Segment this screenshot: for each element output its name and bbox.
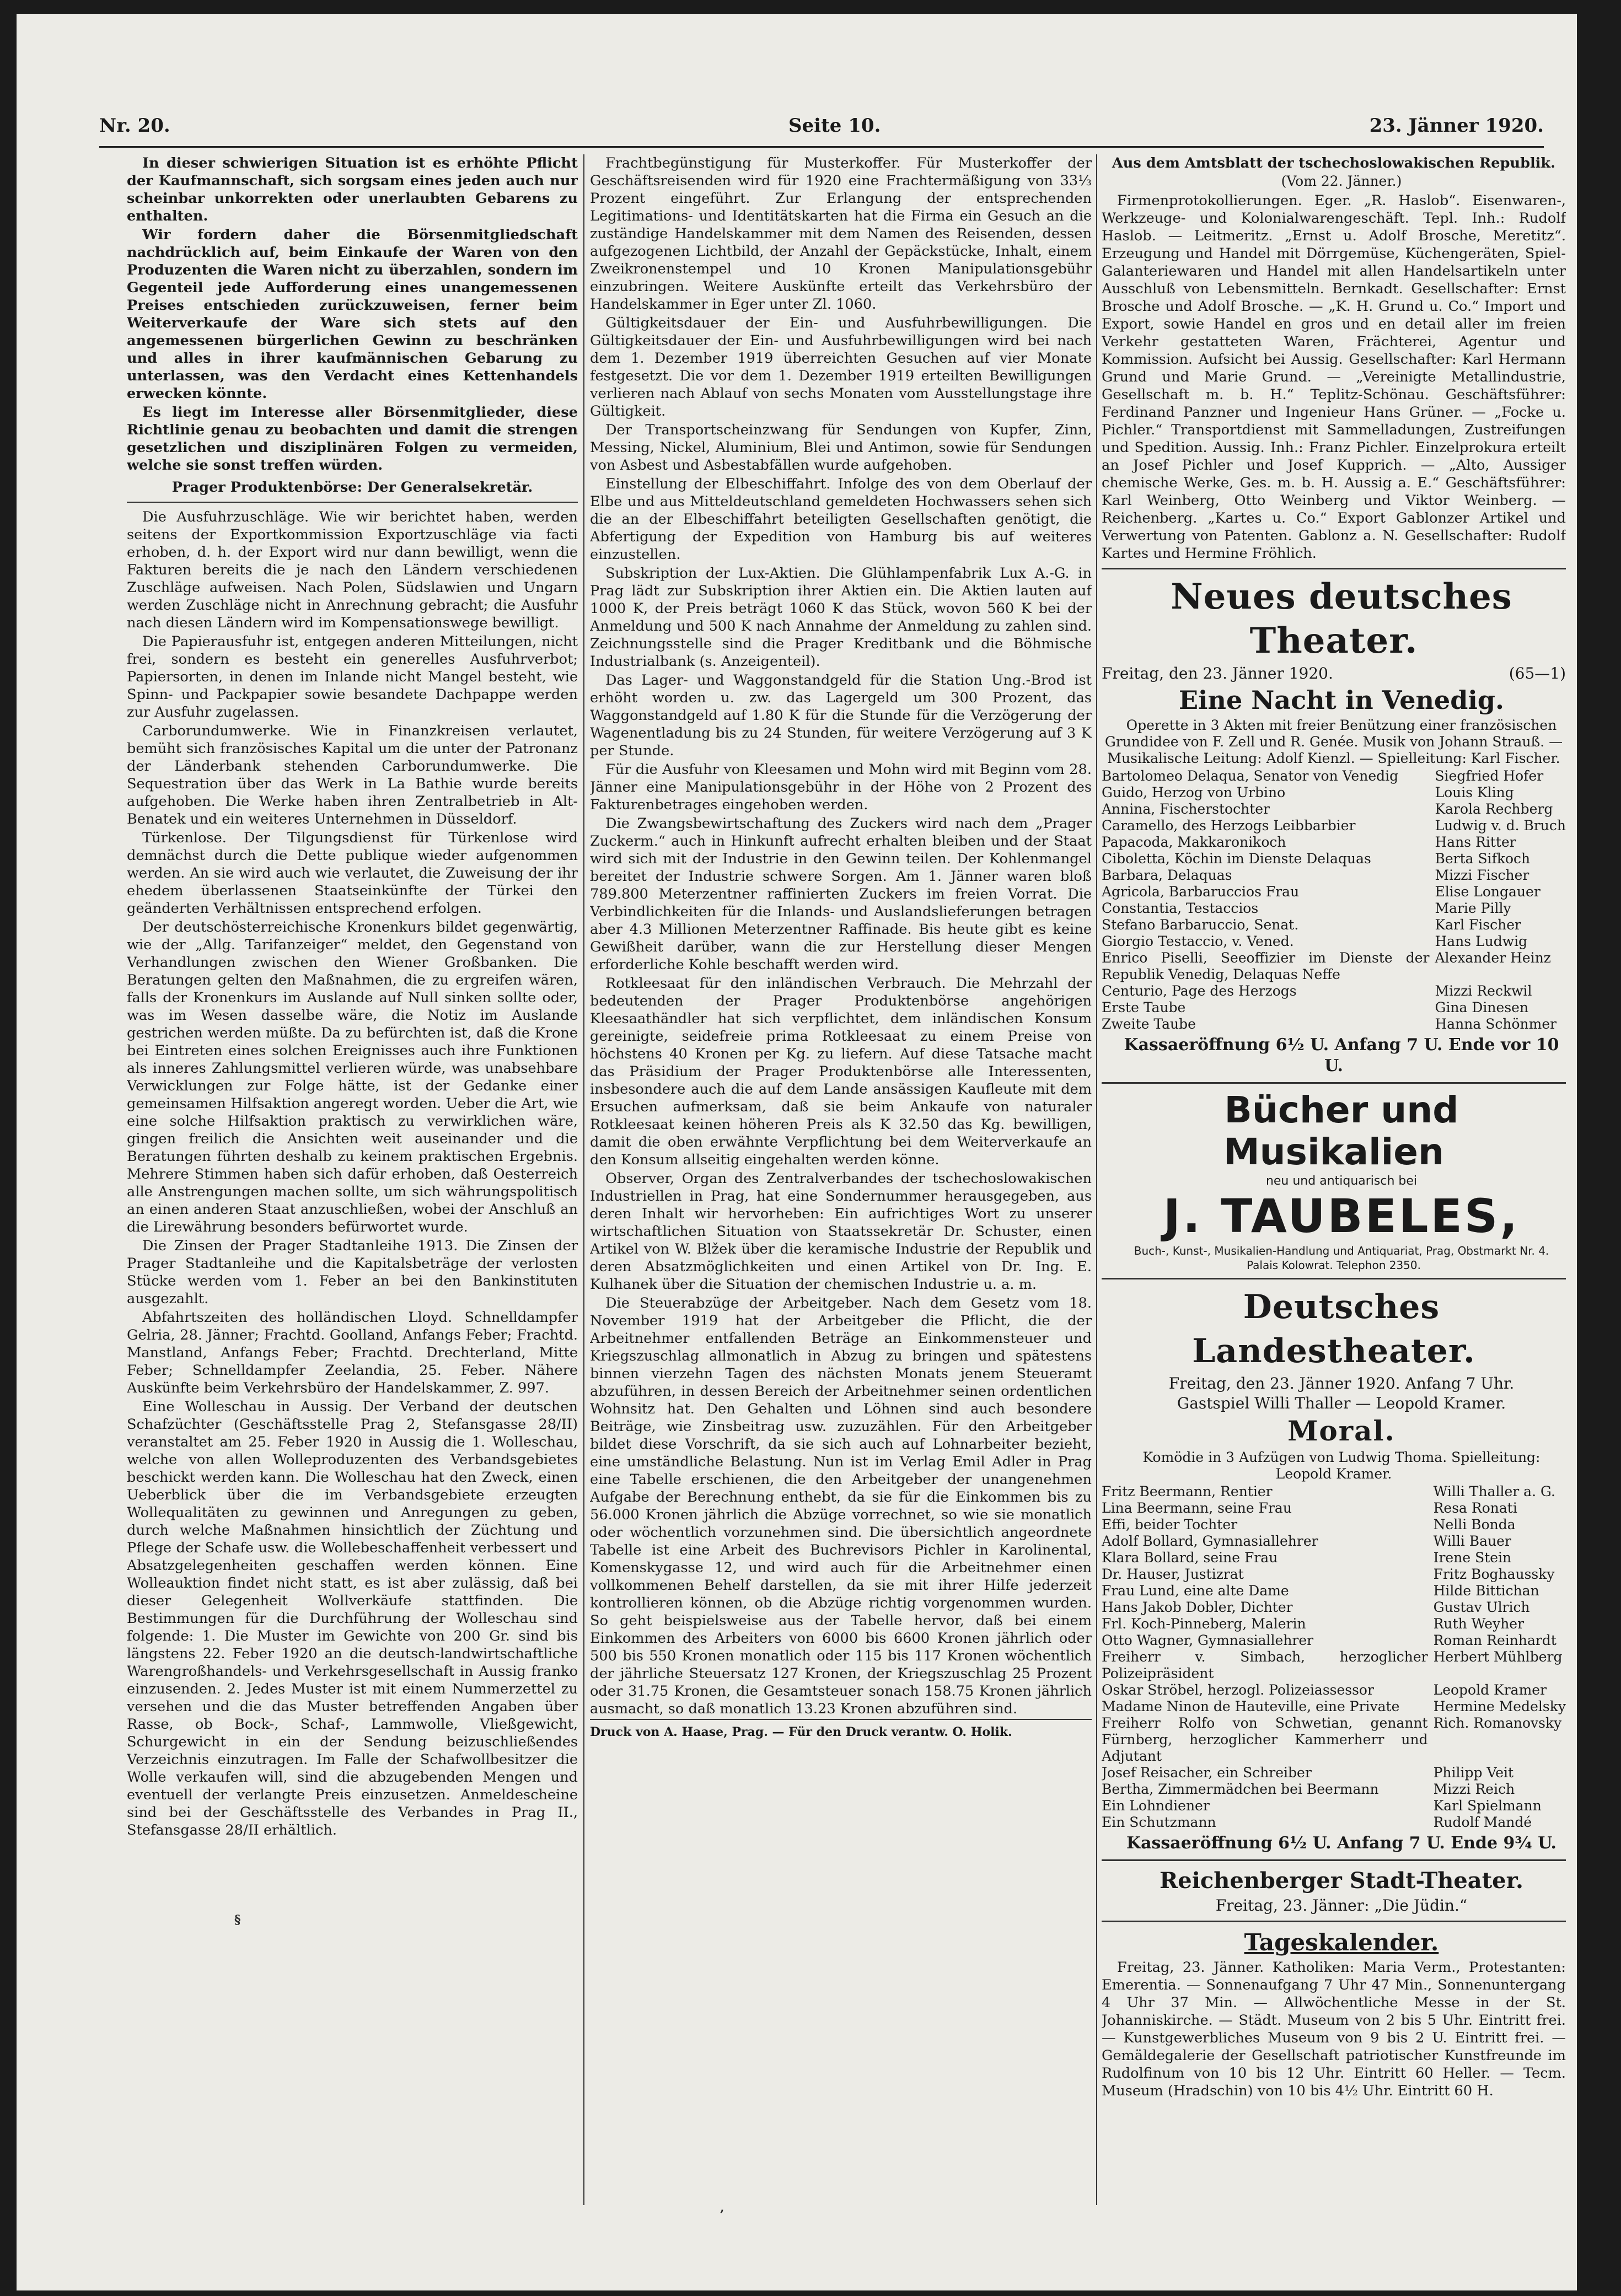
cast-row	[1102, 1814, 1566, 1831]
ad-dateline: Freitag, den 23. Jänner 1920. Anfang 7 Uhr.	[1168, 1374, 1515, 1392]
cast-row	[1102, 999, 1566, 1016]
cast-row	[1102, 1649, 1566, 1682]
cast-actor: Mizzi Fischer	[1435, 867, 1529, 883]
article-paragraph: Rotkleesaat für den inländischen Verbrauch. Die Mehrzahl der bedeutenden der Prager Produktenbörse angehörigen Kleesaathändler hat sich verpflichtet, dem inländischen Konsum gereinigte, seidefreie prima Rotkleesaat zu einem Preise von höchstens 40 Kronen per Kg. zu liefern. Auf diese Tatsache macht das Präsidium der Prager Produktenbörse alle Interessenten, insbesondere auch die auf dem Lande ansässigen Kaufleute mit dem Ersuchen aufmerksam, daß sie beim Ankaufe von naturaler Rotkleesaat keinen höheren Preis als K 32.50 das Kg. bewilligen, damit die oben erwähnte Verpflichtung bei dem Weiterverkaufe an den Konsum allseitig eingehalten werden könne.	[590, 975, 1092, 1168]
cast-row	[1102, 1632, 1566, 1649]
cast-role: Erste Taube	[1102, 999, 1186, 1015]
cast-actor: Elise Longauer	[1435, 884, 1541, 900]
cast-actor: Mizzi Reckwil	[1435, 983, 1532, 999]
cast-row	[1102, 1016, 1566, 1033]
article-paragraph: Subskription der Lux-Aktien. Die Glühlampenfabrik Lux A.-G. in Prag lädt zur Subskription ihrer Aktien ein. Die Aktien lauten auf 1000 K, der Preis beträgt 1060 K das Stück, wovon 560 K bei der Anmeldung und 500 K nach Annahme der Anmeldung zu zahlen sind. Zeichnungsstelle sind die Prager Kreditbank und die Böhmische Industrialbank (s. Anzeigenteil).	[590, 565, 1092, 670]
cast-role: Stefano Barbaruccio, Senat.	[1102, 917, 1299, 933]
column-2	[590, 154, 1092, 2205]
cast-role: Freiherr v. Simbach, herzoglicher Polizeipräsident	[1102, 1649, 1428, 1681]
cast-row	[1102, 1765, 1566, 1781]
ad-title: Reichenberger Stadt-Theater.	[1160, 1868, 1523, 1894]
cast-role: Zweite Taube	[1102, 1016, 1196, 1032]
cast-actor: Willi Thaller a. G.	[1433, 1483, 1555, 1499]
cast-role: Fritz Beermann, Rentier	[1102, 1483, 1273, 1499]
cast-role: Giorgio Testaccio, v. Vened.	[1102, 933, 1294, 949]
ad-rule	[1102, 1082, 1566, 1084]
cast-row	[1102, 933, 1566, 950]
article-paragraph: Eine Wolleschau in Aussig. Der Verband der deutschen Schafzüchter (Geschäftsstelle Prag 2, Stefansgasse 28/II) veranstaltet am 25. Feber 1920 in Aussig die 1. Wolleschau, welche von allen Wolleproduzenten des Verbandsgebietes beschickt werden kann. Die Wolleschau hat den Zweck, einen Ueberblick über die im Verbandsgebiete erzeugten Wollequalitäten zu gewinnen und Anregungen zu geben, durch welche Maßnahmen hinsichtlich der Züchtung und Pflege der Schafe usw. die Wollebeschaffenheit verbessert und Absatzgelegenheiten geschaffen werden können. Eine Wolleauktion findet nicht statt, es ist aber zulässig, daß bei dieser Gelegenheit Wollverkäufe stattfinden. Die Bestimmungen für die Durchführung der Wolleschau sind folgende: 1. Die Muster im Gewichte von 200 Gr. sind bis längstens 22. Feber 1920 an die deutsch-landwirtschaftliche Warengroßhandels- und Verkehrsgesellschaft in Aussig franko einzusenden. 2. Jedes Muster ist mit einem Nummerzettel zu versehen und die das Muster betreffenden Angaben über Rasse, ob Bock-, Schaf-, Lammwolle, Vließgewicht, Schurgewicht in ein der Sendung beizuschließendes Verzeichnis einzutragen. Im Falle der Schafwollbesitzer die Wolle verkaufen will, sind die abzugebenden Mengen und eventuell der verlangte Preis einzusetzen. Anmeldescheine sind bei der Geschäftsstelle des Verbandes in Prag II., Stefansgasse 28/II erhältlich.	[127, 1399, 578, 1838]
cast-role: Guido, Herzog von Urbino	[1102, 784, 1286, 800]
ad-play-title: Eine Nacht in Venedig.	[1178, 685, 1505, 715]
cast-actor: Fritz Boghaussky	[1433, 1566, 1555, 1582]
section-rule	[127, 502, 578, 503]
cast-row	[1102, 1698, 1566, 1715]
cast-row	[1102, 867, 1566, 884]
amtsblatt-title: Aus dem Amtsblatt der tschechoslowakischen Republik.	[1112, 155, 1556, 171]
music-shop-ad	[1102, 1089, 1566, 1272]
article-paragraph: Es liegt im Interesse aller Börsenmitglieder, diese Richtlinie genau zu beobachten und damit die strengen gesetzlichen und disziplinären Folgen zu vermeiden, welche sie sonst treffen würden.	[127, 404, 578, 474]
cast-role: Frau Lund, eine alte Dame	[1102, 1583, 1289, 1599]
cast-actor: Herbert Mühlberg	[1433, 1649, 1563, 1665]
music-ad-subline: neu und antiquarisch bei	[1265, 1174, 1418, 1188]
cast-list	[1102, 768, 1566, 1033]
music-ad-address: Buch-, Kunst-, Musikalien-Handlung und Antiquariat, Prag, Obstmarkt Nr. 4. Palais Kolowrat. Telephon 2350.	[1134, 1244, 1549, 1272]
cast-row	[1102, 1616, 1566, 1632]
cast-actor: Nelli Bonda	[1433, 1517, 1516, 1533]
deutsches-landestheater-ad	[1102, 1285, 1566, 1854]
cast-role: Adolf Bollard, Gymnasiallehrer	[1102, 1533, 1318, 1549]
article-paragraph: Frachtbegünstigung für Musterkoffer. Für Musterkoffer der Geschäftsreisenden wird für 1920 eine Frachtermäßigung von 33⅓ Prozent eingeführt. Zur Erlangung der entsprechenden Legitimations- und Identitätskarten hat die Firma ein Gesuch an die zuständige Handelskammer mit dem Namen des Reisenden, dessen aufgezogenen Lichtbild, der Anzahl der Gepäckstücke, Inhalt, einem Zweikronenstempel und 10 Kronen Manipulationsgebühr einzubringen. Weitere Auskünfte erteilt das Verkehrsbüro der Handelskammer in Eger unter Zl. 1060.	[590, 155, 1092, 313]
cast-role: Dr. Hauser, Justizrat	[1102, 1566, 1244, 1582]
cast-row	[1102, 950, 1566, 983]
cast-role: Papacoda, Makkaronikoch	[1102, 834, 1286, 850]
article-paragraph: Die Zwangsbewirtschaftung des Zuckers wird nach dem „Prager Zuckerm.“ auch in Hinkunft aufrecht erhalten bleiben und der Staat wird sich mit der Industrie in den Gewinn teilen. Der Kohlenmangel bereitet der Industrie schwere Sorgen. Am 1. Jänner waren bloß 789.800 Meterzentner raffinierten Zuckers im freien Vorrat. Die Verbindlichkeiten für die Inlands- und Auslandslieferungen betragen aber 4.3 Millionen Meterzentner Raffinade. Bis heute gibt es keine Gewißheit darüber, wann die zur Herstellung dieser Mengen erforderliche Kohle beschafft werden wird.	[590, 815, 1092, 973]
ad-dateline	[1102, 664, 1566, 683]
cast-role: Centurio, Page des Herzogs	[1102, 983, 1297, 999]
ad-rule	[1102, 1859, 1566, 1861]
page-number: Seite 10.	[788, 115, 881, 137]
cast-role: Bartolomeo Delaqua, Senator von Venedig	[1102, 768, 1399, 784]
cast-actor: Roman Reinhardt	[1433, 1632, 1556, 1648]
cast-actor: Mizzi Reich	[1433, 1781, 1515, 1797]
cast-list	[1102, 1483, 1566, 1831]
article-signature: Prager Produktenbörse: Der Generalsekretär.	[171, 479, 533, 496]
amtsblatt-text: Firmenprotokollierungen. Eger. „R. Haslob“. Eisenwaren-, Werkzeuge- und Kolonialwarengeschäft. Tepl. Inh.: Rudolf Haslob. — Leitmeritz. „Ernst u. Adolf Brosche, Meretitz“. Erzeugung und Handel mit Dörrgemüse, Küchengeräten, Spiel-Galanteriewaren und Handel mit allen Handelsartikeln unter Ausschluß von Lebensmitteln. Bernkadt. Gesellschafter: Ernst Brosche und Adolf Brosche. — „K. H. Grund u. Co.“ Import und Export, sowie Handel en gros und en detail aller im freien Verkehr gestatteten Waren, Frächterei, Agentur und Kommission. Aufsicht bei Aussig. Gesellschafter: Karl Hermann Grund und Marie Grund. — „Vereinigte Metallindustrie, Gesellschaft m. b. H.“ Teplitz-Schönau. Geschäftsführer: Ferdinand Panzner und Ingenieur Hans Grüner. — „Focke u. Pichler.“ Transportdienst mit Sammelladungen, Zustreifungen und Spedition. Aussig. Inh.: Franz Pichler. Einzelprokura erteilt an Josef Pichler und Josef Kupprich. — „Alto, Aussiger chemische Werke, Ges. m. b. H. Aussig a. E.“ Geschäftsführer: Karl Weinberg, Otto Weinberg und Viktor Weinberg. — Reichenberg. „Kartes u. Co.“ Export Gablonzer Artikel und Verwertung von Patenten. Gablonz a. N. Gesellschafter: Rudolf Kartes und Hermine Fröhlich.	[1102, 192, 1566, 562]
issue-number: Nr. 20.	[99, 115, 170, 137]
cast-role: Agricola, Barbaruccios Frau	[1102, 884, 1300, 900]
cast-row	[1102, 1715, 1566, 1765]
stray-mark: §	[234, 1913, 241, 1927]
cast-actor: Berta Sifkoch	[1435, 851, 1531, 867]
amtsblatt-date: (Vom 22. Jänner.)	[1281, 173, 1402, 189]
cast-role: Lina Beermann, seine Frau	[1102, 1500, 1292, 1516]
cast-actor: Hilde Bittichan	[1433, 1583, 1539, 1599]
cast-row	[1102, 1781, 1566, 1798]
cast-role: Oskar Ströbel, herzogl. Polizeiassessor	[1102, 1682, 1374, 1698]
ad-footer: Kassaeröffnung 6½ U. Anfang 7 U. Ende vor 10 U.	[1124, 1035, 1559, 1076]
cast-row	[1102, 801, 1566, 818]
neues-deutsches-theater-ad	[1102, 575, 1566, 1077]
cast-row	[1102, 1682, 1566, 1698]
article-paragraph: Einstellung der Elbeschiffahrt. Infolge des von dem Oberlauf der Elbe und aus Mitteldeutschland gemeldeten Hochwassers sehen sich die an der Elbeschiffahrt beteiligten Gesellschaften genötigt, die Abfertigung der Expedition von Hamburg bis auf weiteres einzustellen.	[590, 476, 1092, 563]
ad-dateline: Freitag, 23. Jänner: „Die Jüdin.“	[1215, 1896, 1468, 1915]
cast-role: Freiherr Rolfo von Schwetian, genannt Fürnberg, herzoglicher Kammerherr und Adjutant	[1102, 1715, 1428, 1764]
cast-row	[1102, 1517, 1566, 1533]
header-rule	[99, 146, 1544, 148]
ad-subtitle: Komödie in 3 Aufzügen von Ludwig Thoma. Spielleitung: Leopold Kramer.	[1142, 1449, 1541, 1482]
cast-row	[1102, 1798, 1566, 1814]
cast-actor: Hans Ritter	[1435, 834, 1516, 850]
cast-row	[1102, 834, 1566, 851]
cast-actor: Alexander Heinz	[1435, 950, 1551, 966]
ad-ref: (65—1)	[1509, 664, 1566, 682]
cast-actor: Willi Bauer	[1433, 1533, 1511, 1549]
cast-actor: Karl Fischer	[1435, 917, 1521, 933]
cast-row	[1102, 818, 1566, 834]
cast-row	[1102, 1583, 1566, 1599]
cast-row	[1102, 1533, 1566, 1550]
article-paragraph: Die Papierausfuhr ist, entgegen anderen Mitteilungen, nicht frei, sondern es besteht ein generelles Ausfuhrverbot; Papiersorten, in denen im Inlande nicht Mangel besteht, wie Spinn- und Packpapier sowie besandete Dachpappe werden zur Ausfuhr zugelassen.	[127, 633, 578, 720]
cast-row	[1102, 768, 1566, 784]
cast-role: Ciboletta, Köchin im Dienste Delaquas	[1102, 851, 1371, 867]
newspaper-page	[17, 14, 1577, 2290]
article-paragraph: Die Steuerabzüge der Arbeitgeber. Nach dem Gesetz vom 18. November 1919 hat der Arbeitgeber die Pflicht, die der Arbeitnehmer entfallenden Beträge an Einkommensteuer und Kriegszuschlag allmonatlich in Abzug zu bringen und spätestens binnen vierzehn Tagen des nächsten Monats jenem Steueramt abzuführen, in dessen Bereich der Arbeitnehmer seinen ordentlichen Wohnsitz hat. Den Gehalten und Löhnen sind auch besondere Beiträge, wie Zinsbeitrag usw. zuzuzählen. Für den Arbeitgeber bildet diese Vorschrift, da sie sich auch auf Lohnarbeiter bezieht, eine umständliche Belastung. Nun ist im Verlag Emil Adler in Prag eine Tabelle erschienen, die den Arbeitgeber der unangenehmen Aufgabe der Berechnung enthebt, da sie für die Einkommen bis zu 56.000 Kronen jährlich die Abzüge vorrechnet, so wie sie monatlich oder wöchentlich vorzunehmen sind. Die übersichtlich angeordnete Tabelle ist eine Arbeit des Buchrevisors Pichler in Karolinental, Komenskygasse 12, und wird auch für die Arbeitnehmer einen vollkommenen Behelf darstellen, da sie mit ihrer Hilfe jederzeit kontrollieren können, ob die Abzüge richtig vorgenommen wurden. So geht beispielsweise aus der Tabelle hervor, daß bei einem Einkommen des Arbeiters von 6000 bis 6600 Kronen jährlich oder 500 bis 550 Kronen monatlich oder 115 bis 117 Kronen wöchentlich der jährliche Steuersatz 127 Kronen, der Kriegszuschlag 25 Prozent oder 31.75 Kronen, die Gesamtsteuer sonach 158.75 Kronen jährlich ausmacht, so daß monatlich 13.23 Kronen abzuführen sind.	[590, 1295, 1092, 1717]
cast-role: Bertha, Zimmermädchen bei Beermann	[1102, 1781, 1379, 1797]
article-paragraph: Wir fordern daher die Börsenmitgliedschaft nachdrücklich auf, beim Einkaufe der Waren von den Produzenten die Waren nicht zu überzahlen, sondern im Gegenteil jede Aufforderung eines unangemessenen Preises entschieden zurückzuweisen, ferner beim Weiterverkaufe der Ware sich stets auf den angemessenen bürgerlichen Gewinn zu beschränken und alles in ihrer kaufmännischen Gebarung zu unterlassen, was den Verdacht eines Kettenhandels erwecken könnte.	[127, 227, 578, 402]
cast-actor: Siegfried Hofer	[1435, 768, 1544, 784]
cast-actor: Rich. Romanovsky	[1433, 1715, 1562, 1731]
cast-actor: Karola Rechberg	[1435, 801, 1553, 817]
cast-actor: Rudolf Mandé	[1433, 1814, 1532, 1830]
column-1	[127, 154, 578, 2205]
page-header	[99, 110, 1544, 143]
cast-role: Hans Jakob Dobler, Dichter	[1102, 1599, 1293, 1615]
cast-row	[1102, 917, 1566, 933]
tageskalender	[1102, 1928, 1566, 2100]
ad-rule	[1102, 568, 1566, 569]
ad-rule	[1102, 1278, 1566, 1279]
article-paragraph: In dieser schwierigen Situation ist es erhöhte Pflicht der Kaufmannschaft, sich sorgsam eines jeden auch nur scheinbar unkorrekten oder unerlaubten Gebarens zu enthalten.	[127, 155, 578, 224]
cast-role: Annina, Fischerstochter	[1102, 801, 1270, 817]
cast-row	[1102, 1500, 1566, 1517]
reichenberger-theater-ad	[1102, 1867, 1566, 1915]
cast-actor: Philipp Veit	[1433, 1765, 1514, 1781]
cast-actor: Karl Spielmann	[1433, 1798, 1542, 1814]
ad-title: Deutsches Landestheater.	[1192, 1288, 1475, 1370]
article-paragraph: Türkenlose. Der Tilgungsdienst für Türkenlose wird demnächst durch die Dette publique wieder aufgenommen werden. An sie wird auch wie verlautet, die Zuweisung der ihr ehedem überlassenen Staatseinkünfte der Türkei den geänderten Verhältnissen entsprechend erfolgen.	[127, 830, 578, 917]
cast-actor: Ludwig v. d. Bruch	[1435, 818, 1566, 834]
calendar-text: Freitag, 23. Jänner. Katholiken: Maria Verm., Protestanten: Emerentia. — Sonnenaufgang 7 Uhr 47 Min., Sonnenuntergang 4 Uhr 37 Min. — Allwöchentliche Messe in der St. Johanniskirche. — Städt. Museum von 2 bis 5 Uhr. Eintritt frei. — Kunstgewerbliches Museum von 9 bis 2 U. Eintritt frei. — Gemäldegalerie der Gesellschaft patriotischer Kunstfreunde im Rudolfinum von 10 bis 12 Uhr. Eintritt 60 Heller. — Tecm. Museum (Hradschin) von 10 bis 4½ Uhr. Eintritt 60 H.	[1102, 1959, 1566, 2099]
cast-actor: Gustav Ulrich	[1433, 1599, 1530, 1615]
column-divider-1	[583, 154, 584, 2205]
cast-role: Caramello, des Herzogs Leibbarbier	[1102, 818, 1356, 834]
calendar-title: Tageskalender.	[1244, 1929, 1439, 1956]
article-paragraph: Die Zinsen der Prager Stadtanleihe 1913. Die Zinsen der Prager Stadtanleihe und die Kapitalsbeträge der verlosten Stücke werden vom 1. Feber an bei den Bankinstituten ausgezahlt.	[127, 1238, 578, 1307]
article-paragraph: Der deutschösterreichische Kronenkurs bildet gegenwärtig, wie der „Allg. Tarifanzeiger“ meldet, den Gegenstand von Verhandlungen zwischen den Wiener Großbanken. Die Beratungen gelten den Maßnahmen, die zu ergreifen wären, falls der Kronenkurs im Auslande auf Null sinken sollte oder, was im Wesen dasselbe wäre, die Notiz im Auslande gestrichen werden müßte. Da zu befürchten ist, daß die Krone bei Eintreten eines solchen Ereignisses auch ihre Funktionen als inneres Zahlungsmittel verlieren würde, was unabsehbare Verwicklungen zur Folge hätte, ist der Gedanke einer gemeinsamen Hilfsaktion angeregt worden. Ueber die Art, wie eine solche Hilfsaktion praktisch zu verwirklichen wäre, gingen freilich die Ansichten weit auseinander und die Beratungen führten deshalb zu keinem praktischen Ergebnis. Mehrere Stimmen haben sich dafür erhoben, daß Oesterreich alle Anstrengungen machen sollte, um sich währungspolitisch an einen anderen Staat anzuschließen, wobei der Anschluß an die Lirewährung besonders befürwortet wurde.	[127, 919, 578, 1235]
ad-subtitle: Operette in 3 Akten mit freier Benützung einer französischen Grundidee von F. Zell und R. Genée. Musik von Johann Strauß. — Musikalische Leitung: Adolf Kienzl. — Spielleitung: Karl Fischer.	[1104, 717, 1563, 766]
cast-row	[1102, 884, 1566, 900]
printer-imprint: Druck von A. Haase, Prag. — Für den Druck verantw. O. Holik.	[590, 1719, 1092, 1741]
ad-footer: Kassaeröffnung 6½ U. Anfang 7 U. Ende 9¾ U.	[1126, 1833, 1556, 1853]
column-divider-2	[1096, 154, 1097, 2205]
cast-actor: Leopold Kramer	[1433, 1682, 1547, 1698]
cast-actor: Louis Kling	[1435, 784, 1514, 800]
cast-row	[1102, 900, 1566, 917]
article-paragraph: Carborundumwerke. Wie in Finanzkreisen verlautet, bemüht sich französisches Kapital um die unter der Patronanz der Länderbank stehenden Carborundumwerke. Die Sequestration über das Werk in La Bathie wurde bereits aufgehoben. Die Werke haben ihren Zentralbetrieb in Alt-Benatek und ein weiteres Unternehmen in Düsseldorf.	[127, 723, 578, 827]
cast-row	[1102, 784, 1566, 801]
cast-actor: Irene Stein	[1433, 1550, 1512, 1566]
cast-actor: Hans Ludwig	[1435, 933, 1528, 949]
cast-role: Enrico Piselli, Seeoffizier im Dienste der Republik Venedig, Delaquas Neffe	[1102, 950, 1430, 982]
article-paragraph: Die Ausfuhrzuschläge. Wie wir berichtet haben, werden seitens der Exportkommission Exportzuschläge via facti erhoben, d. h. der Export wird nur dann bewilligt, wenn die Fakturen bereits die je nach den Ländern verschiedenen Zuschläge aufweisen. Nach Polen, Südslawien und Ungarn werden Zuschläge nicht in Anrechnung gebracht; die Ausfuhr nach diesen Ländern wird im Kompensationswege bewilligt.	[127, 509, 578, 631]
cast-role: Josef Reisacher, ein Schreiber	[1102, 1765, 1312, 1781]
ad-play-title: Moral.	[1287, 1415, 1395, 1447]
cast-actor: Hermine Medelsky	[1433, 1698, 1566, 1714]
article-paragraph: Abfahrtszeiten des holländischen Lloyd. Schnelldampfer Gelria, 28. Jänner; Frachtd. Goolland, Anfangs Feber; Frachtd. Manstland, Anfangs Feber; Frachtd. Drechterland, Mitte Feber; Schnelldampfer Zeelandia, 25. Feber. Nähere Auskünfte beim Verkehrsbüro der Handelskammer, Z. 997.	[127, 1309, 578, 1396]
ad-title: Neues deutsches Theater.	[1171, 576, 1512, 662]
cast-role: Madame Ninon de Hauteville, eine Private	[1102, 1698, 1400, 1714]
column-3	[1102, 154, 1566, 2205]
article-paragraph: Für die Ausfuhr von Kleesamen und Mohn wird mit Beginn vom 28. Jänner eine Manipulationsgebühr in der Höhe von 2 Prozent des Fakturenbetrages eingehoben werden.	[590, 761, 1092, 813]
cast-row	[1102, 1550, 1566, 1566]
music-ad-headline: Bücher und Musikalien	[1223, 1089, 1459, 1173]
article-paragraph: Das Lager- und Waggonstandgeld für die Station Ung.-Brod ist erhöht worden u. zw. das Lagergeld um 300 Prozent, das Waggonstandgeld auf 1.80 K für die Stunde für die Verzögerung der Wagenentladung bis zu 24 Stunden, für weitere Verzögerung auf 3 K per Stunde.	[590, 672, 1092, 759]
stray-mark: ʼ	[720, 2208, 724, 2222]
cast-role: Constantia, Testaccios	[1102, 900, 1259, 916]
cast-row	[1102, 1566, 1566, 1583]
cast-role: Ein Schutzmann	[1102, 1814, 1216, 1830]
cast-actor: Hanna Schönmer	[1435, 1016, 1557, 1032]
issue-date: 23. Jänner 1920.	[1369, 115, 1544, 137]
cast-role: Barbara, Delaquas	[1102, 867, 1232, 883]
cast-row	[1102, 1599, 1566, 1616]
cast-actor: Gina Dinesen	[1435, 999, 1529, 1015]
article-paragraph: Der Transportscheinzwang für Sendungen von Kupfer, Zinn, Messing, Nickel, Aluminium, Blei und Antimon, sowie für Sendungen von Asbest und Asbestabfällen wurde aufgehoben.	[590, 422, 1092, 474]
cast-row	[1102, 983, 1566, 999]
ad-rule	[1102, 1921, 1566, 1922]
cast-role: Otto Wagner, Gymnasiallehrer	[1102, 1632, 1314, 1648]
cast-role: Frl. Koch-Pinneberg, Malerin	[1102, 1616, 1306, 1632]
music-ad-shop-name: J. TAUBELES,	[1163, 1189, 1520, 1243]
cast-role: Effi, beider Tochter	[1102, 1517, 1238, 1533]
cast-actor: Marie Pilly	[1435, 900, 1511, 916]
ad-guest-line: Gastspiel Willi Thaller — Leopold Kramer.	[1177, 1394, 1506, 1412]
article-paragraph: Gültigkeitsdauer der Ein- und Ausfuhrbewilligungen. Die Gültigkeitsdauer der Ein- und Ausfuhrbewilligungen wird bei nach dem 1. Dezember 1919 überreichten Gesuchen auf vier Monate festgesetzt. Die vor dem 1. Dezember 1919 erteilten Bewilligungen verlieren nach Ablauf von sechs Monaten vom Ausstellungstage ihre Gültigkeit.	[590, 315, 1092, 420]
cast-row	[1102, 851, 1566, 867]
cast-role: Ein Lohndiener	[1102, 1798, 1210, 1814]
ad-date: Freitag, den 23. Jänner 1920.	[1102, 664, 1333, 682]
cast-row	[1102, 1483, 1566, 1500]
article-paragraph: Observer, Organ des Zentralverbandes der tschechoslowakischen Industriellen in Prag, hat eine Sondernummer herausgegeben, aus deren Inhalt wir hervorheben: Ein aufrichtiges Wort zu unserer wirtschaftlichen Situation von Staatssekretär Dr. Schuster, einen Artikel von W. Blžek über die keramische Industrie der Republik und deren Absatzmöglichkeiten und einen Artikel von Dr. Ing. E. Kulhanek über die Situation der chemischen Industrie u. a. m.	[590, 1170, 1092, 1293]
cast-role: Klara Bollard, seine Frau	[1102, 1550, 1278, 1566]
cast-actor: Ruth Weyher	[1433, 1616, 1525, 1632]
cast-actor: Resa Ronati	[1433, 1500, 1517, 1516]
